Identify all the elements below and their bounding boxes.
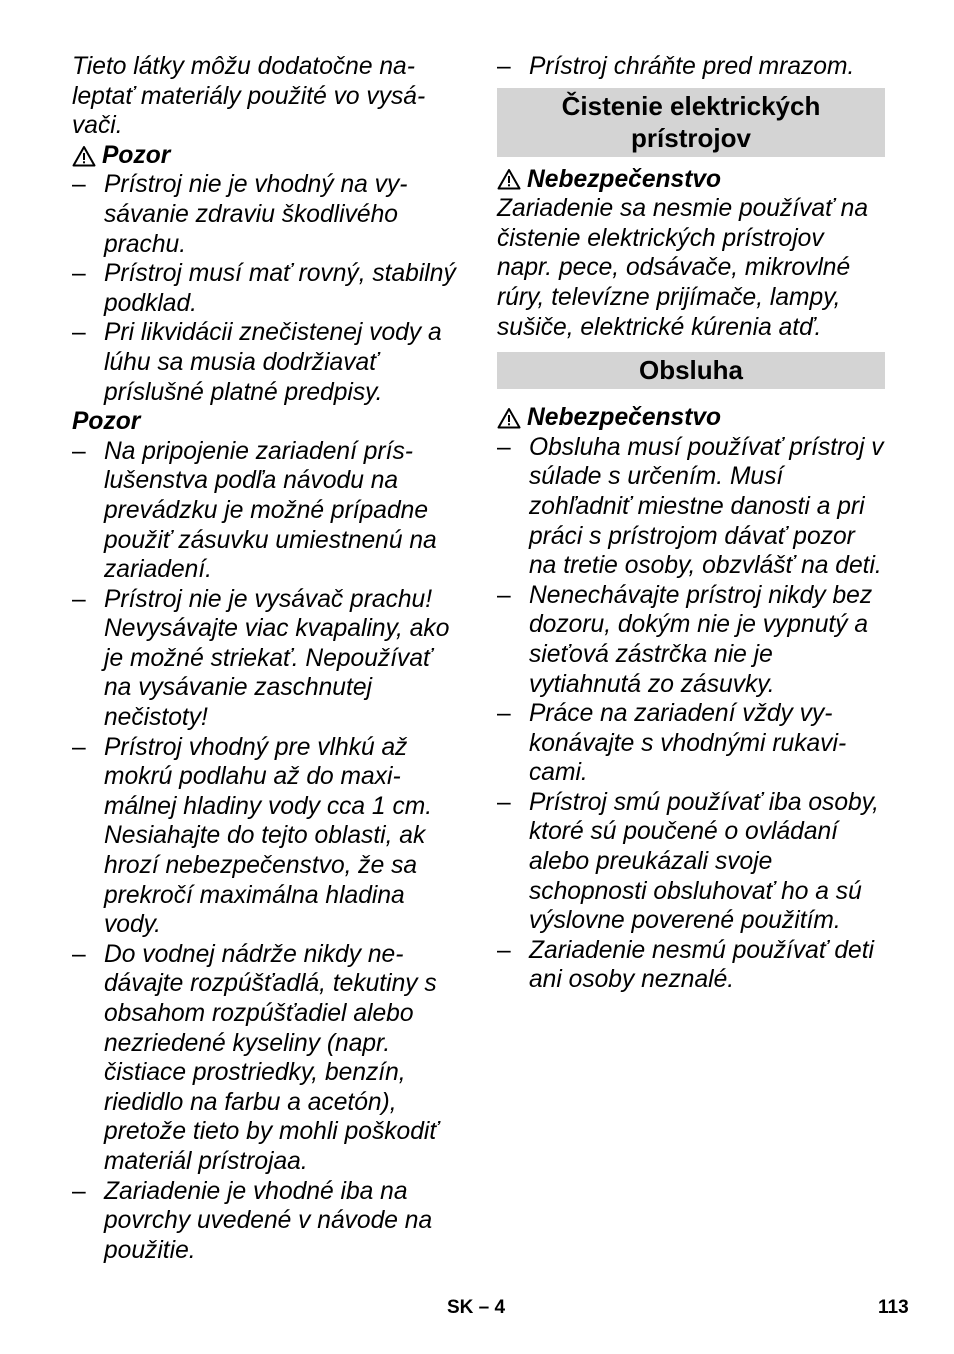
list-dash: – [497, 581, 511, 609]
warning-label: Nebezpečenstvo [527, 404, 722, 432]
list-item: – Na pripojenie zariadení príslušenstva podľa návodu na prevádzku je možné prípadne použiť zásuvku umiestnenú na zariadení. [72, 437, 437, 584]
page-number: 113 [878, 1297, 909, 1318]
warning-triangle-icon [497, 168, 521, 190]
list-dash: – [497, 788, 511, 816]
warning-triangle-icon [72, 145, 96, 167]
list-item: – Nenechávajte prístroj nikdy bez dozoru, dokým nie je vypnutý a sieťová zástrčka nie je vytiahnutá zo zásuvky. [497, 581, 873, 698]
list-dash: – [72, 437, 86, 465]
list-dash: – [497, 433, 511, 461]
list-item: – Do vodnej nádrže nikdy nedávajte rozpúšťadlá, tekutiny s obsahom rozpúšťadiel alebo nezriedené kyseliny (napr. čistiace prostriedky, benzín, riedidlo na farbu a acetón), pretože tieto by mohli poškodiť materiál prístrojaa. [72, 940, 439, 1175]
list-dash: – [72, 1177, 86, 1205]
section-heading-cleaning: Čistenie elektrických prístrojov [497, 88, 885, 157]
warning-nebezpecenstvo-1 [497, 165, 885, 195]
warning-pozor-1 [72, 141, 462, 171]
list-dash: – [72, 940, 86, 968]
list-item: – Prístroj musí mať rovný, stabilný podklad. [72, 260, 456, 317]
list-dash: – [72, 260, 86, 288]
list-dash: – [497, 53, 511, 80]
list-dash: – [72, 733, 86, 761]
list-item: – Prístroj nie je vysávač prachu! Nevysávajte viac kvapaliny, ako je možné striekať. Nepoužívať na vysávanie zaschnutej nečistoty! [72, 585, 450, 732]
list-dash: – [497, 700, 511, 728]
cleaning-paragraph: Zariadenie sa nesmie používať na čistenie elektrických prístrojov napr. pece, odsávače, mikrovlné rúry, televízne prijímače, lampy, sušiče, elektrické kúrenia atď. [497, 195, 868, 341]
list-item: – Zariadenie nesmú používať deti ani osoby neznalé. [497, 936, 875, 994]
warning-label: Pozor [102, 141, 171, 169]
list-operation [497, 433, 885, 995]
list-pozor-1 [72, 170, 462, 407]
list-item: – Prístroj smú používať iba osoby, ktoré sú poučené o ovládaní alebo preukázali svoje schopnosti obsluhovať ho a sú výslovne poverené použitím. [497, 788, 879, 935]
section-heading-operation: Obsluha [497, 352, 885, 389]
left-column [72, 52, 462, 1265]
list-pozor-2 [72, 437, 462, 1266]
list-item: – Prístroj nie je vhodný na vysávanie zdraviu škodlivého prachu. [72, 171, 408, 258]
list-dash: – [72, 585, 86, 613]
list-dash: – [72, 319, 86, 347]
intro-paragraph: Tieto látky môžu dodatočne naleptať materiály použité vo vysávači. [72, 53, 426, 140]
list-dash: – [72, 171, 86, 199]
list-item: – Obsluha musí používať prístroj v súlade s určením. Musí zohľadniť miestne danosti a pri práci s prístrojom dávať pozor na tretie osoby, obzvlášť na deti. [497, 433, 884, 580]
list-item: – Prístroj chráňte pred mrazom. [497, 53, 855, 80]
list-item: – Zariadenie je vhodné iba na povrchy uvedené v návode na použitie. [72, 1177, 433, 1264]
warning-triangle-icon [497, 407, 521, 429]
warning-label: Nebezpečenstvo [527, 165, 722, 193]
list-dash: – [497, 936, 511, 964]
warning-nebezpecenstvo-2 [497, 403, 885, 433]
list-top [497, 52, 885, 82]
footer-section-label: SK – 4 [447, 1297, 506, 1318]
list-item: – Pri likvidácii znečistenej vody a lúhu sa musia dodržiavať príslušné platné predpisy. [72, 319, 442, 406]
right-column [497, 52, 885, 995]
warning-pozor-2: Pozor [72, 408, 141, 436]
list-item: – Prístroj vhodný pre vlhkú až mokrú podlahu až do maximálnej hladiny vody cca 1 cm. Nesiahajte do tejto oblasti, ak hrozí nebezpečenstvo, že sa prekročí maximálna hladina vody. [72, 733, 433, 939]
list-item: – Práce na zariadení vždy vykonávajte s vhodnými rukavicami. [497, 700, 847, 787]
